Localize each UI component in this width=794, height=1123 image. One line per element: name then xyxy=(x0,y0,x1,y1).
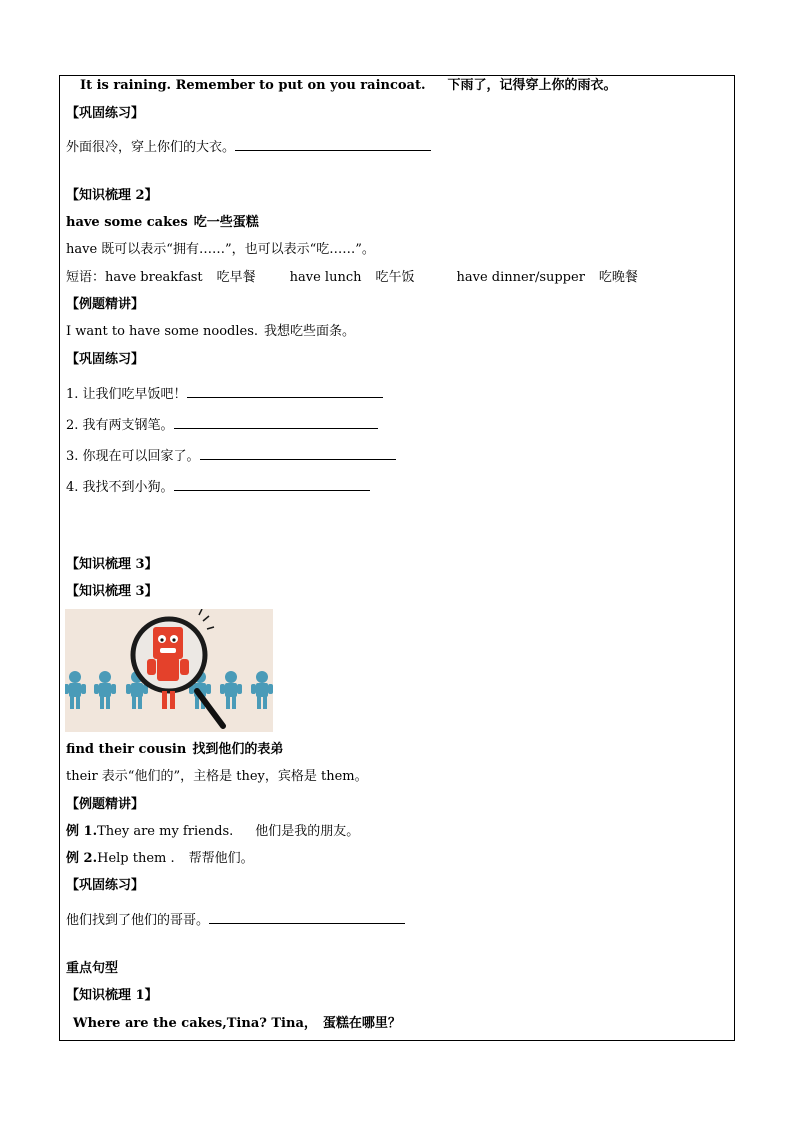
phrase-english: have some cakes xyxy=(66,215,188,230)
phrase-item-en: have breakfast xyxy=(105,270,203,285)
answer-blank[interactable] xyxy=(174,479,370,491)
section2-phrase xyxy=(66,215,259,231)
sentence-english: Where are the cakes,Tina? Tina， xyxy=(73,1016,317,1031)
key-sentences-heading: 【知识梳理 1】 xyxy=(66,988,158,1003)
phrase-item-cn: 吃晚餐 xyxy=(598,270,638,285)
practice-question xyxy=(66,386,383,403)
practice-question-1 xyxy=(66,139,431,156)
example-sentence-2 xyxy=(66,324,355,340)
example-2 xyxy=(66,851,254,867)
practice-question xyxy=(66,417,378,434)
key-sentence xyxy=(73,1016,401,1032)
section3-heading: 【知识梳理 3】 xyxy=(66,557,158,572)
answer-blank[interactable] xyxy=(174,417,378,429)
example-english: I want to have some noodles. xyxy=(66,324,259,339)
phrase-chinese: 吃一些蛋糕 xyxy=(193,215,259,230)
question-text: 他们找到了他们的哥哥。 xyxy=(66,913,210,928)
key-sentences-title: 重点句型 xyxy=(66,961,119,976)
example-heading-3: 【例题精讲】 xyxy=(66,797,145,812)
example-1 xyxy=(66,824,359,840)
section3-explanation: their 表示“他们的”，主格是 they，宾格是 them。 xyxy=(66,769,368,784)
example-chinese: 我想吃些面条。 xyxy=(264,324,356,339)
answer-blank[interactable] xyxy=(209,912,405,924)
example-heading-2: 【例题精讲】 xyxy=(66,297,145,312)
example-english: They are my friends. xyxy=(97,824,234,839)
section3-heading: 【知识梳理 3】 xyxy=(66,584,158,599)
phrase-item-en: have lunch xyxy=(289,270,362,285)
phrase-english: find their cousin xyxy=(66,742,187,757)
intro-line xyxy=(80,78,617,94)
question-text: 4. 我找不到小狗。 xyxy=(66,480,174,495)
practice-heading-1: 【巩固练习】 xyxy=(66,106,145,121)
intro-chinese: 下雨了，记得穿上你的雨衣。 xyxy=(447,78,617,93)
section2-phrases xyxy=(66,270,638,286)
example-label: 例 2. xyxy=(66,851,98,866)
phrases-label: 短语： xyxy=(66,270,106,285)
practice-question-3 xyxy=(66,912,405,929)
phrase-chinese: 找到他们的表弟 xyxy=(192,742,284,757)
phrase-item-cn: 吃午饭 xyxy=(375,270,415,285)
example-chinese: 帮帮他们。 xyxy=(188,851,254,866)
section2-explanation: have 既可以表示“拥有……”，也可以表示“吃……”。 xyxy=(66,242,375,257)
answer-blank[interactable] xyxy=(235,139,431,151)
section2-heading: 【知识梳理 2】 xyxy=(66,188,158,203)
practice-heading-2: 【巩固练习】 xyxy=(66,352,145,367)
answer-blank[interactable] xyxy=(187,386,383,398)
example-chinese: 他们是我的朋友。 xyxy=(255,824,360,839)
section3-phrase xyxy=(66,742,283,758)
phrase-item-en: have dinner/supper xyxy=(456,270,585,285)
sentence-chinese: 蛋糕在哪里？ xyxy=(322,1016,401,1031)
question-text: 2. 我有两支钢笔。 xyxy=(66,418,174,433)
practice-question xyxy=(66,448,396,465)
practice-question xyxy=(66,479,370,496)
question-text: 3. 你现在可以回家了。 xyxy=(66,449,200,464)
magnifier-illustration xyxy=(65,609,273,732)
question-text: 外面很冷，穿上你们的大衣。 xyxy=(66,140,236,155)
intro-english: It is raining. Remember to put on you raincoat. xyxy=(80,78,426,93)
red-figure xyxy=(147,627,189,681)
example-label: 例 1. xyxy=(66,824,98,839)
answer-blank[interactable] xyxy=(200,448,396,460)
question-text: 1. 让我们吃早饭吧！ xyxy=(66,387,187,402)
practice-heading-3: 【巩固练习】 xyxy=(66,878,145,893)
phrase-item-cn: 吃早餐 xyxy=(216,270,256,285)
example-english: Help them . xyxy=(97,851,175,866)
